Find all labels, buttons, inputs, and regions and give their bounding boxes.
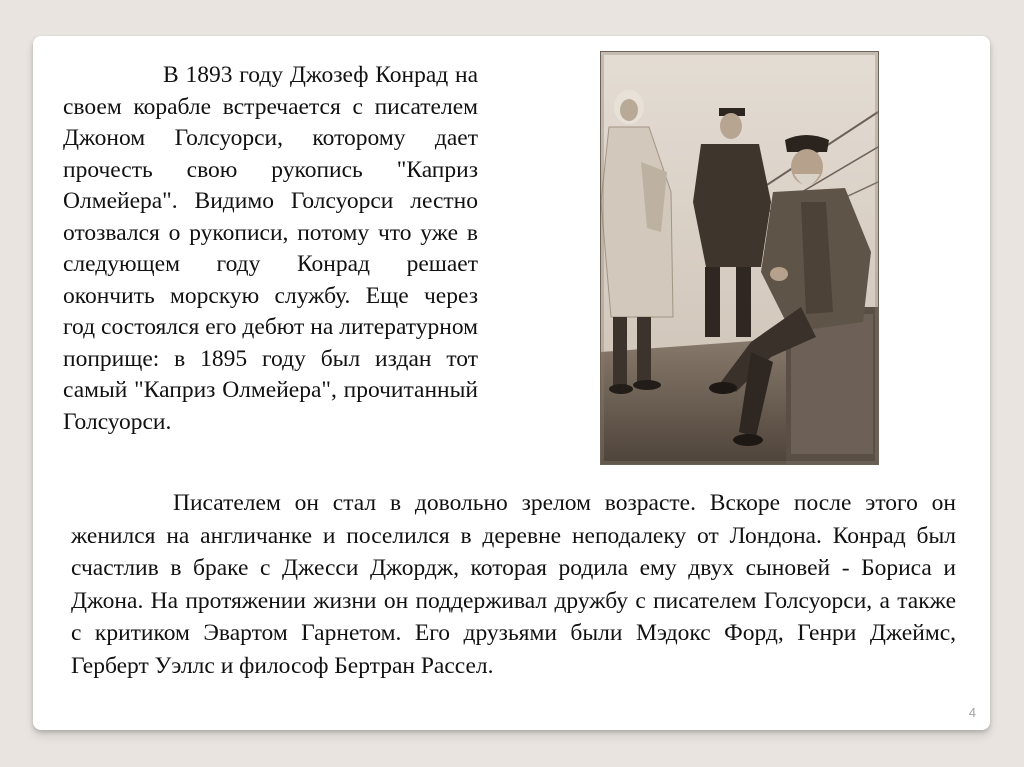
intro-paragraph: В 1893 году Джозеф Конрад на своем корабле встречается с писателем Джоном Голсуорси, которому дает прочесть свою рукопись "Каприз Олмейера". Видимо Голсуорси лестно отозвался о рукописи, потому что уже в следующем году Конрад решает окончить морскую службу. Еще через год состоялся его дебют на литературном поприще: в 1895 году был издан тот самый "Каприз Олмейера", прочитанный Голсуорси.: [63, 62, 478, 435]
biography-paragraph: Писателем он стал в довольно зрелом возрасте. Вскоре после этого он женился на англичанке и поселился в деревне неподалеку от Лондона. Конрад был счастлив в браке с Джесси Джордж, которая родила ему двух сыновей - Бориса и Джона. На протяжении жизни он поддерживал дружбу с писателем Голсуорси, а также с критиком Эвартом Гарнетом. Его друзьями были Мэдокс Форд, Генри Джеймс, Герберт Уэллс и философ Бертран Рассел.: [71, 490, 956, 679]
slide: [33, 36, 990, 730]
page-number: 4: [968, 705, 976, 720]
historical-photo: [600, 51, 879, 465]
